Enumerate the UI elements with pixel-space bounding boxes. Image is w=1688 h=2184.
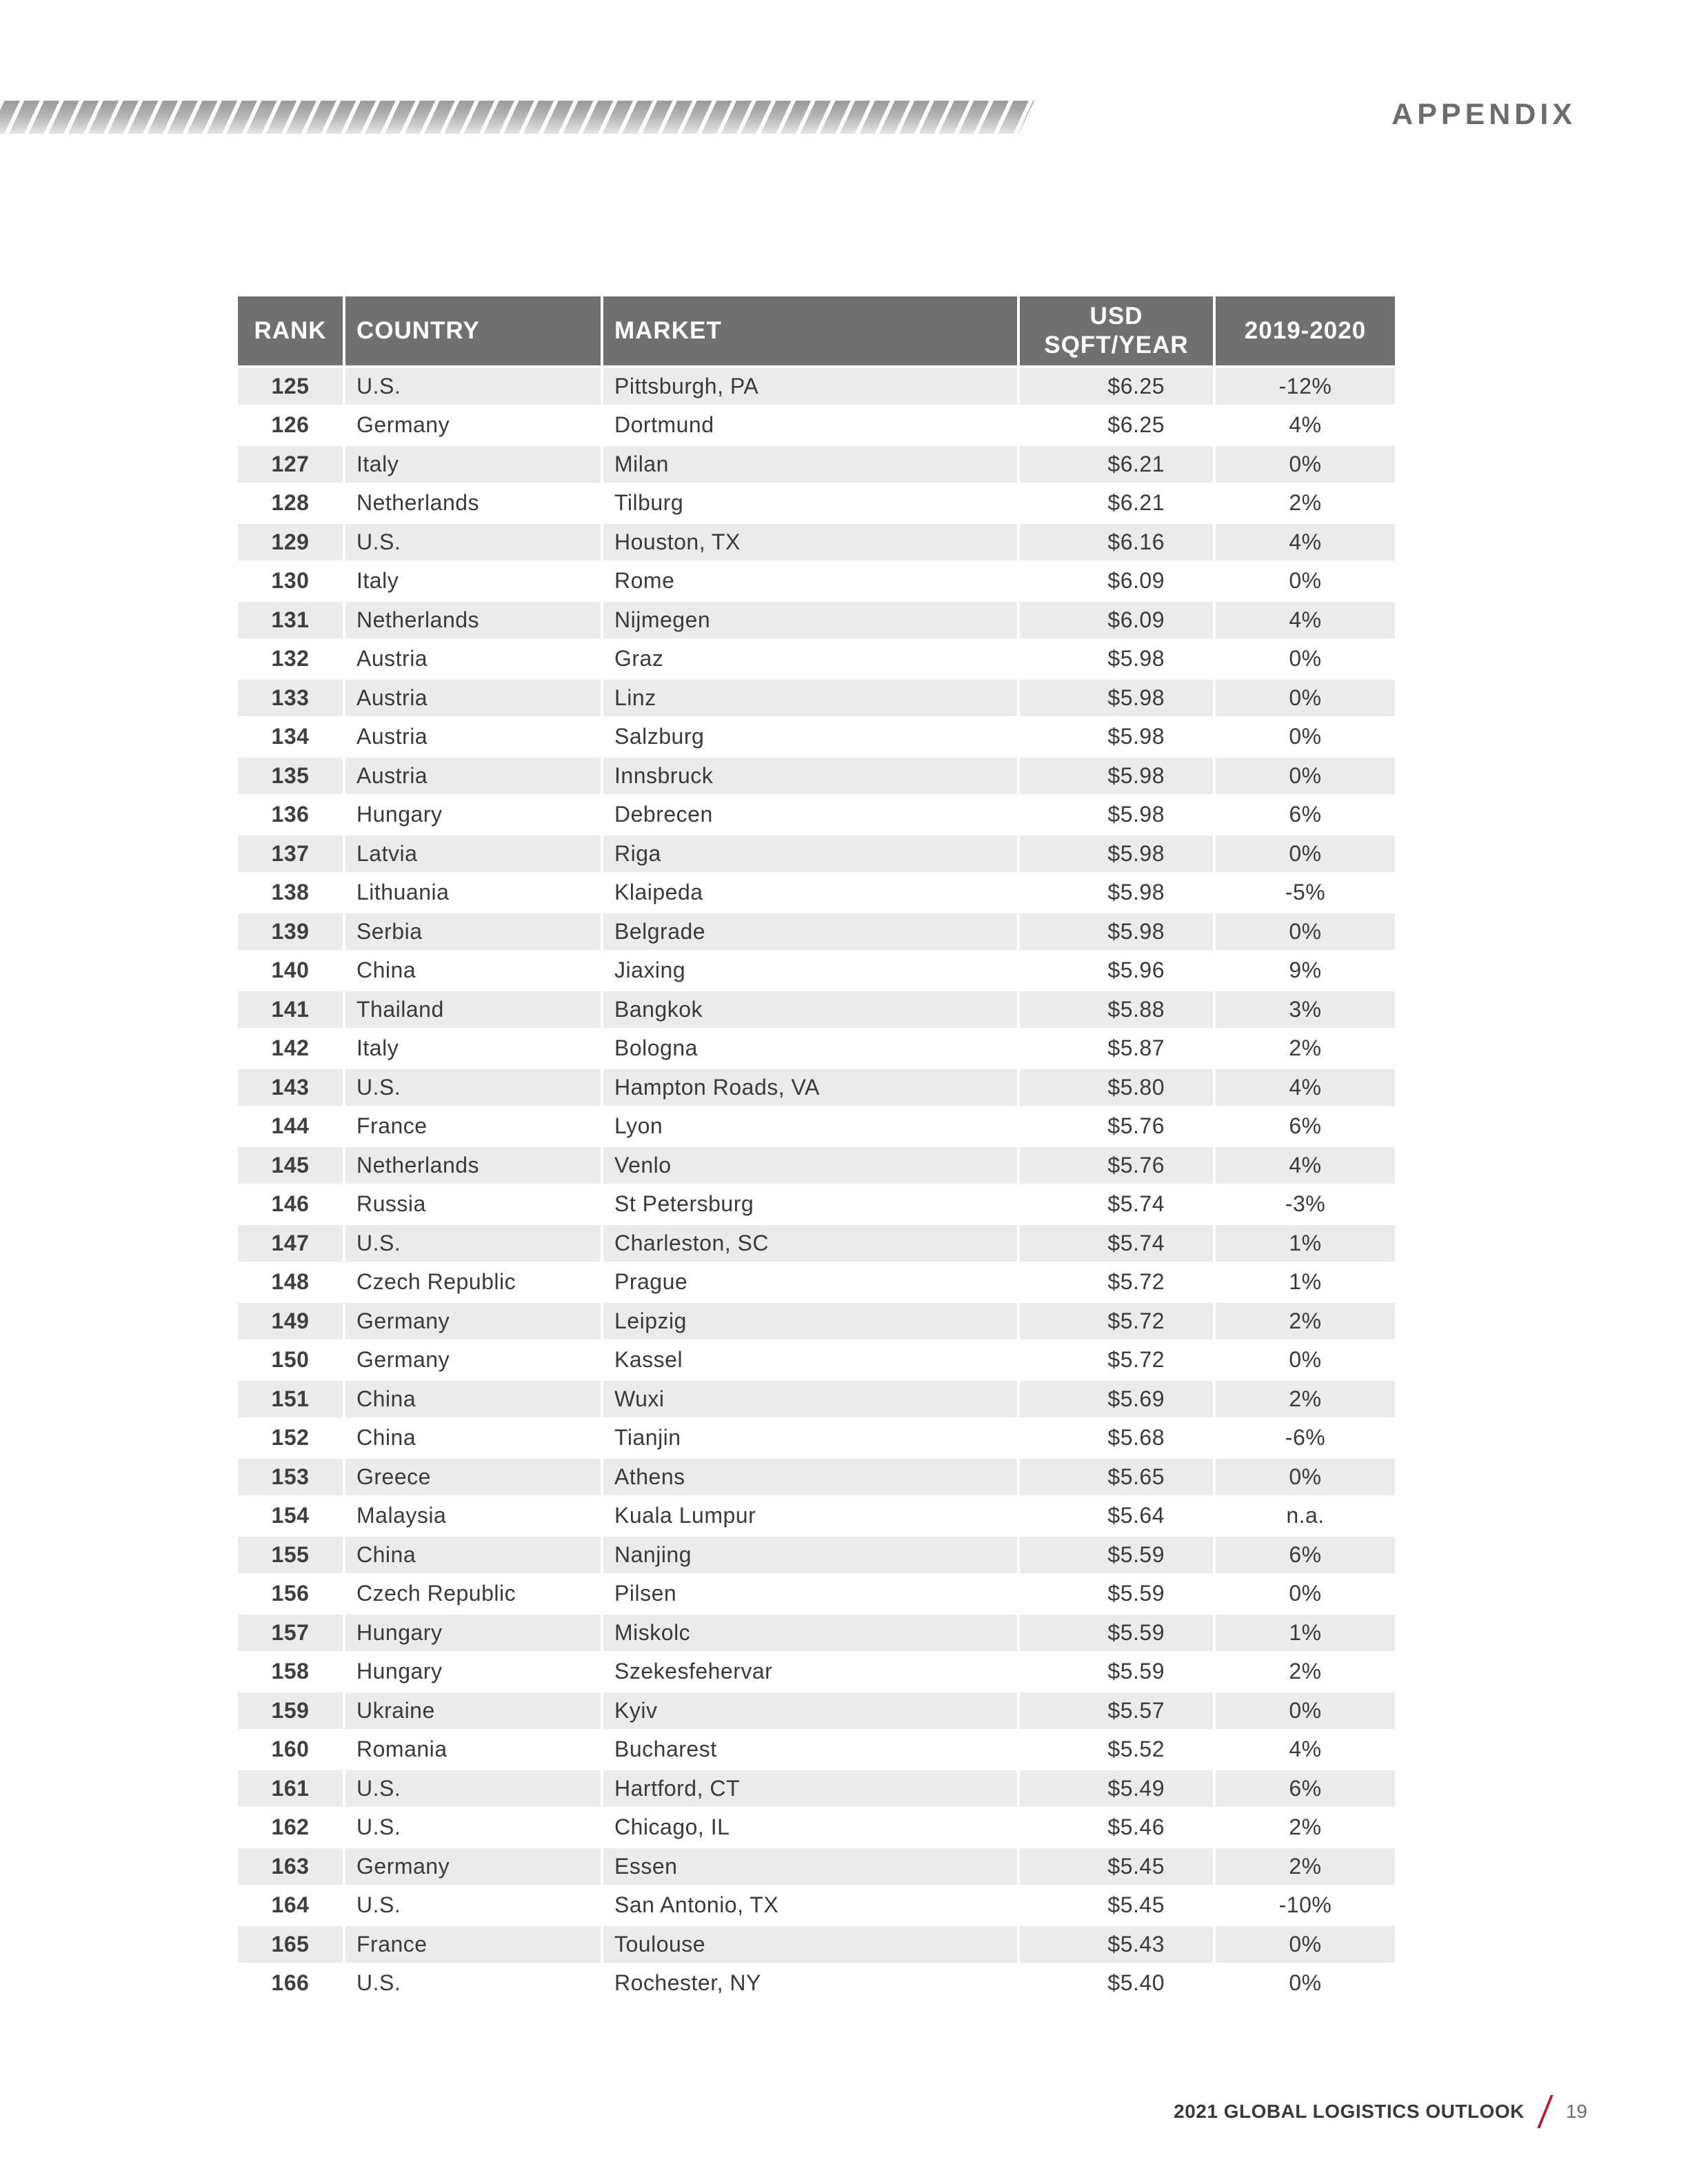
cell-rank: 139 xyxy=(238,913,343,953)
cell-country: Austria xyxy=(345,680,601,719)
cell-country: U.S. xyxy=(345,368,601,407)
cell-usd-sqft-year: $6.21 xyxy=(1020,485,1213,525)
cell-country: Hungary xyxy=(345,797,601,836)
cell-change: 0% xyxy=(1216,1342,1395,1382)
cell-rank: 147 xyxy=(238,1225,343,1264)
cell-change: 0% xyxy=(1216,680,1395,719)
cell-usd-sqft-year: $5.72 xyxy=(1020,1303,1213,1342)
cell-market: Essen xyxy=(603,1848,1017,1888)
cell-usd-sqft-year: $5.98 xyxy=(1020,641,1213,680)
column-header-usd-line1: USD xyxy=(1089,303,1143,330)
cell-change: 0% xyxy=(1216,1965,1395,2005)
cell-rank: 152 xyxy=(238,1420,343,1459)
cell-rank: 153 xyxy=(238,1459,343,1498)
table-row xyxy=(238,1342,1395,1382)
cell-rank: 156 xyxy=(238,1576,343,1615)
column-header-country: COUNTRY xyxy=(345,296,601,368)
table-row xyxy=(238,875,1395,914)
cell-change: 1% xyxy=(1216,1225,1395,1264)
table-row xyxy=(238,1615,1395,1654)
cell-usd-sqft-year: $5.98 xyxy=(1020,836,1213,875)
table-row xyxy=(238,1109,1395,1148)
cell-rank: 126 xyxy=(238,407,343,447)
table-row xyxy=(238,913,1395,953)
cell-usd-sqft-year: $6.09 xyxy=(1020,602,1213,641)
cell-country: Serbia xyxy=(345,913,601,953)
cell-usd-sqft-year: $5.87 xyxy=(1020,1031,1213,1070)
cell-market: Nanjing xyxy=(603,1537,1017,1576)
table-row xyxy=(238,1303,1395,1342)
cell-country: Germany xyxy=(345,1848,601,1888)
cell-country: Latvia xyxy=(345,836,601,875)
cell-country: Romania xyxy=(345,1732,601,1771)
table-row xyxy=(238,1264,1395,1304)
cell-country: U.S. xyxy=(345,1069,601,1109)
table-row xyxy=(238,1888,1395,1927)
cell-country: Italy xyxy=(345,1031,601,1070)
page-number: 19 xyxy=(1565,2101,1587,2122)
cell-change: 0% xyxy=(1216,836,1395,875)
cell-usd-sqft-year: $5.59 xyxy=(1020,1615,1213,1654)
table-row xyxy=(238,1770,1395,1810)
cell-rank: 130 xyxy=(238,563,343,603)
section-title: APPENDIX xyxy=(1391,98,1576,131)
cell-rank: 133 xyxy=(238,680,343,719)
cell-rank: 154 xyxy=(238,1498,343,1537)
cell-market: Kuala Lumpur xyxy=(603,1498,1017,1537)
cell-usd-sqft-year: $5.76 xyxy=(1020,1109,1213,1148)
cell-market: Belgrade xyxy=(603,913,1017,953)
cell-country: Austria xyxy=(345,641,601,680)
cell-country: Czech Republic xyxy=(345,1264,601,1304)
cell-rank: 150 xyxy=(238,1342,343,1382)
cell-market: Venlo xyxy=(603,1147,1017,1186)
table-row xyxy=(238,1381,1395,1420)
cell-usd-sqft-year: $5.45 xyxy=(1020,1848,1213,1888)
cell-market: Chicago, IL xyxy=(603,1810,1017,1849)
cell-market: Bologna xyxy=(603,1031,1017,1070)
cell-country: Germany xyxy=(345,1303,601,1342)
table-row xyxy=(238,407,1395,447)
footer-slash-divider xyxy=(1537,2095,1553,2128)
table-row xyxy=(238,524,1395,563)
cell-change: 0% xyxy=(1216,913,1395,953)
cell-market: Nijmegen xyxy=(603,602,1017,641)
cell-change: 1% xyxy=(1216,1615,1395,1654)
cell-country: France xyxy=(345,1926,601,1965)
cell-rank: 144 xyxy=(238,1109,343,1148)
market-rent-table xyxy=(235,296,1398,2004)
cell-country: Russia xyxy=(345,1186,601,1226)
cell-market: Prague xyxy=(603,1264,1017,1304)
cell-country: Lithuania xyxy=(345,875,601,914)
cell-change: 0% xyxy=(1216,1692,1395,1732)
cell-rank: 131 xyxy=(238,602,343,641)
footer-title: 2021 GLOBAL LOGISTICS OUTLOOK xyxy=(1174,2101,1525,2122)
cell-change: 0% xyxy=(1216,563,1395,603)
cell-usd-sqft-year: $5.59 xyxy=(1020,1576,1213,1615)
cell-country: U.S. xyxy=(345,1225,601,1264)
table-row xyxy=(238,1225,1395,1264)
cell-usd-sqft-year: $5.57 xyxy=(1020,1692,1213,1732)
cell-market: Szekesfehervar xyxy=(603,1654,1017,1693)
cell-change: 2% xyxy=(1216,1031,1395,1070)
cell-usd-sqft-year: $5.74 xyxy=(1020,1225,1213,1264)
table-row xyxy=(238,641,1395,680)
table-row xyxy=(238,1031,1395,1070)
cell-change: 6% xyxy=(1216,1537,1395,1576)
cell-market: Jiaxing xyxy=(603,953,1017,992)
cell-country: Austria xyxy=(345,719,601,758)
cell-country: Germany xyxy=(345,407,601,447)
cell-change: 9% xyxy=(1216,953,1395,992)
cell-change: 1% xyxy=(1216,1264,1395,1304)
table-row xyxy=(238,1420,1395,1459)
cell-usd-sqft-year: $5.98 xyxy=(1020,719,1213,758)
cell-market: Riga xyxy=(603,836,1017,875)
table-row xyxy=(238,1459,1395,1498)
cell-country: Malaysia xyxy=(345,1498,601,1537)
cell-market: Pilsen xyxy=(603,1576,1017,1615)
cell-change: 4% xyxy=(1216,1069,1395,1109)
cell-change: 2% xyxy=(1216,1654,1395,1693)
table-row xyxy=(238,680,1395,719)
cell-country: Netherlands xyxy=(345,1147,601,1186)
cell-market: Bucharest xyxy=(603,1732,1017,1771)
cell-country: China xyxy=(345,1381,601,1420)
cell-rank: 138 xyxy=(238,875,343,914)
cell-market: Kyiv xyxy=(603,1692,1017,1732)
cell-rank: 137 xyxy=(238,836,343,875)
cell-market: Milan xyxy=(603,446,1017,485)
cell-country: Czech Republic xyxy=(345,1576,601,1615)
table-row xyxy=(238,1692,1395,1732)
cell-change: 4% xyxy=(1216,1732,1395,1771)
table-row xyxy=(238,1576,1395,1615)
cell-change: -12% xyxy=(1216,368,1395,407)
cell-usd-sqft-year: $5.98 xyxy=(1020,875,1213,914)
cell-market: Hartford, CT xyxy=(603,1770,1017,1810)
table-row xyxy=(238,1732,1395,1771)
cell-rank: 141 xyxy=(238,991,343,1031)
cell-change: 4% xyxy=(1216,602,1395,641)
cell-usd-sqft-year: $5.98 xyxy=(1020,913,1213,953)
cell-market: Dortmund xyxy=(603,407,1017,447)
cell-usd-sqft-year: $5.96 xyxy=(1020,953,1213,992)
cell-rank: 127 xyxy=(238,446,343,485)
cell-rank: 163 xyxy=(238,1848,343,1888)
cell-country: France xyxy=(345,1109,601,1148)
cell-change: 2% xyxy=(1216,1848,1395,1888)
cell-rank: 159 xyxy=(238,1692,343,1732)
cell-usd-sqft-year: $5.72 xyxy=(1020,1342,1213,1382)
cell-country: China xyxy=(345,953,601,992)
cell-rank: 146 xyxy=(238,1186,343,1226)
table-row xyxy=(238,1848,1395,1888)
cell-change: 0% xyxy=(1216,446,1395,485)
cell-usd-sqft-year: $5.52 xyxy=(1020,1732,1213,1771)
cell-change: 4% xyxy=(1216,524,1395,563)
cell-rank: 134 xyxy=(238,719,343,758)
cell-market: Leipzig xyxy=(603,1303,1017,1342)
cell-market: Kassel xyxy=(603,1342,1017,1382)
cell-rank: 148 xyxy=(238,1264,343,1304)
cell-rank: 166 xyxy=(238,1965,343,2005)
column-header-rank: RANK xyxy=(238,296,343,368)
cell-rank: 157 xyxy=(238,1615,343,1654)
table-row xyxy=(238,1069,1395,1109)
cell-change: 0% xyxy=(1216,758,1395,797)
cell-usd-sqft-year: $5.69 xyxy=(1020,1381,1213,1420)
cell-rank: 158 xyxy=(238,1654,343,1693)
column-header-market: MARKET xyxy=(603,296,1017,368)
cell-usd-sqft-year: $5.98 xyxy=(1020,680,1213,719)
cell-usd-sqft-year: $5.49 xyxy=(1020,1770,1213,1810)
cell-rank: 129 xyxy=(238,524,343,563)
cell-country: U.S. xyxy=(345,1965,601,2005)
cell-country: U.S. xyxy=(345,1888,601,1927)
cell-country: Netherlands xyxy=(345,485,601,525)
cell-country: U.S. xyxy=(345,1810,601,1849)
table-row xyxy=(238,368,1395,407)
cell-usd-sqft-year: $5.59 xyxy=(1020,1654,1213,1693)
cell-rank: 162 xyxy=(238,1810,343,1849)
cell-usd-sqft-year: $5.46 xyxy=(1020,1810,1213,1849)
cell-change: 6% xyxy=(1216,797,1395,836)
cell-rank: 128 xyxy=(238,485,343,525)
cell-rank: 135 xyxy=(238,758,343,797)
cell-rank: 155 xyxy=(238,1537,343,1576)
cell-country: China xyxy=(345,1420,601,1459)
cell-rank: 165 xyxy=(238,1926,343,1965)
cell-rank: 149 xyxy=(238,1303,343,1342)
cell-usd-sqft-year: $5.64 xyxy=(1020,1498,1213,1537)
cell-market: Rochester, NY xyxy=(603,1965,1017,2005)
cell-usd-sqft-year: $5.43 xyxy=(1020,1926,1213,1965)
table-row xyxy=(238,991,1395,1031)
table-row xyxy=(238,719,1395,758)
cell-usd-sqft-year: $6.16 xyxy=(1020,524,1213,563)
cell-usd-sqft-year: $5.76 xyxy=(1020,1147,1213,1186)
cell-change: -6% xyxy=(1216,1420,1395,1459)
cell-country: Ukraine xyxy=(345,1692,601,1732)
cell-rank: 164 xyxy=(238,1888,343,1927)
cell-usd-sqft-year: $5.74 xyxy=(1020,1186,1213,1226)
cell-change: 6% xyxy=(1216,1770,1395,1810)
cell-market: Bangkok xyxy=(603,991,1017,1031)
cell-country: U.S. xyxy=(345,1770,601,1810)
table-row xyxy=(238,1147,1395,1186)
cell-usd-sqft-year: $5.98 xyxy=(1020,758,1213,797)
cell-usd-sqft-year: $5.88 xyxy=(1020,991,1213,1031)
cell-country: Netherlands xyxy=(345,602,601,641)
table-row xyxy=(238,563,1395,603)
column-header-change: 2019-2020 xyxy=(1216,296,1395,368)
cell-market: Tilburg xyxy=(603,485,1017,525)
cell-change: 2% xyxy=(1216,485,1395,525)
cell-market: Houston, TX xyxy=(603,524,1017,563)
cell-rank: 143 xyxy=(238,1069,343,1109)
cell-market: Hampton Roads, VA xyxy=(603,1069,1017,1109)
table-row xyxy=(238,446,1395,485)
cell-change: -10% xyxy=(1216,1888,1395,1927)
cell-change: 0% xyxy=(1216,641,1395,680)
cell-rank: 151 xyxy=(238,1381,343,1420)
cell-country: Hungary xyxy=(345,1615,601,1654)
cell-country: Italy xyxy=(345,446,601,485)
table-row xyxy=(238,797,1395,836)
cell-change: 6% xyxy=(1216,1109,1395,1148)
cell-change: 3% xyxy=(1216,991,1395,1031)
cell-usd-sqft-year: $5.45 xyxy=(1020,1888,1213,1927)
cell-change: -3% xyxy=(1216,1186,1395,1226)
table-row xyxy=(238,1498,1395,1537)
cell-market: San Antonio, TX xyxy=(603,1888,1017,1927)
cell-market: Klaipeda xyxy=(603,875,1017,914)
table-header-row xyxy=(238,296,1395,368)
table-row xyxy=(238,1186,1395,1226)
cell-change: 4% xyxy=(1216,407,1395,447)
table-row xyxy=(238,758,1395,797)
cell-country: Italy xyxy=(345,563,601,603)
table-row xyxy=(238,1810,1395,1849)
table-row xyxy=(238,1965,1395,2005)
table-row xyxy=(238,953,1395,992)
cell-change: n.a. xyxy=(1216,1498,1395,1537)
cell-change: 0% xyxy=(1216,719,1395,758)
cell-country: China xyxy=(345,1537,601,1576)
cell-change: 2% xyxy=(1216,1303,1395,1342)
decorative-stripe-band xyxy=(0,101,1034,134)
cell-rank: 161 xyxy=(238,1770,343,1810)
cell-usd-sqft-year: $5.59 xyxy=(1020,1537,1213,1576)
cell-change: 2% xyxy=(1216,1381,1395,1420)
table-row xyxy=(238,1654,1395,1693)
cell-market: Innsbruck xyxy=(603,758,1017,797)
cell-change: 0% xyxy=(1216,1576,1395,1615)
cell-country: Germany xyxy=(345,1342,601,1382)
cell-market: Salzburg xyxy=(603,719,1017,758)
cell-usd-sqft-year: $6.09 xyxy=(1020,563,1213,603)
cell-market: Tianjin xyxy=(603,1420,1017,1459)
cell-usd-sqft-year: $5.65 xyxy=(1020,1459,1213,1498)
cell-change: 2% xyxy=(1216,1810,1395,1849)
cell-change: 4% xyxy=(1216,1147,1395,1186)
cell-rank: 136 xyxy=(238,797,343,836)
table-row xyxy=(238,836,1395,875)
cell-market: St Petersburg xyxy=(603,1186,1017,1226)
cell-country: Thailand xyxy=(345,991,601,1031)
cell-rank: 160 xyxy=(238,1732,343,1771)
cell-country: Austria xyxy=(345,758,601,797)
cell-market: Wuxi xyxy=(603,1381,1017,1420)
cell-usd-sqft-year: $5.98 xyxy=(1020,797,1213,836)
cell-market: Toulouse xyxy=(603,1926,1017,1965)
page-footer xyxy=(1174,2096,1587,2127)
cell-rank: 142 xyxy=(238,1031,343,1070)
cell-usd-sqft-year: $6.25 xyxy=(1020,368,1213,407)
cell-market: Debrecen xyxy=(603,797,1017,836)
cell-rank: 132 xyxy=(238,641,343,680)
table-row xyxy=(238,485,1395,525)
cell-usd-sqft-year: $5.80 xyxy=(1020,1069,1213,1109)
cell-usd-sqft-year: $6.25 xyxy=(1020,407,1213,447)
table-row xyxy=(238,602,1395,641)
column-header-usd-line2: SQFT/YEAR xyxy=(1044,332,1189,358)
cell-usd-sqft-year: $5.72 xyxy=(1020,1264,1213,1304)
cell-rank: 140 xyxy=(238,953,343,992)
cell-market: Graz xyxy=(603,641,1017,680)
table-row xyxy=(238,1926,1395,1965)
cell-market: Pittsburgh, PA xyxy=(603,368,1017,407)
cell-country: Hungary xyxy=(345,1654,601,1693)
cell-change: 0% xyxy=(1216,1926,1395,1965)
cell-change: -5% xyxy=(1216,875,1395,914)
cell-market: Rome xyxy=(603,563,1017,603)
cell-market: Lyon xyxy=(603,1109,1017,1148)
cell-usd-sqft-year: $6.21 xyxy=(1020,446,1213,485)
cell-market: Linz xyxy=(603,680,1017,719)
column-header-usd-sqft-year xyxy=(1020,296,1213,368)
cell-change: 0% xyxy=(1216,1459,1395,1498)
cell-rank: 145 xyxy=(238,1147,343,1186)
cell-market: Charleston, SC xyxy=(603,1225,1017,1264)
cell-country: U.S. xyxy=(345,524,601,563)
cell-usd-sqft-year: $5.68 xyxy=(1020,1420,1213,1459)
table-row xyxy=(238,1537,1395,1576)
cell-usd-sqft-year: $5.40 xyxy=(1020,1965,1213,2005)
cell-market: Miskolc xyxy=(603,1615,1017,1654)
cell-country: Greece xyxy=(345,1459,601,1498)
cell-rank: 125 xyxy=(238,368,343,407)
cell-market: Athens xyxy=(603,1459,1017,1498)
